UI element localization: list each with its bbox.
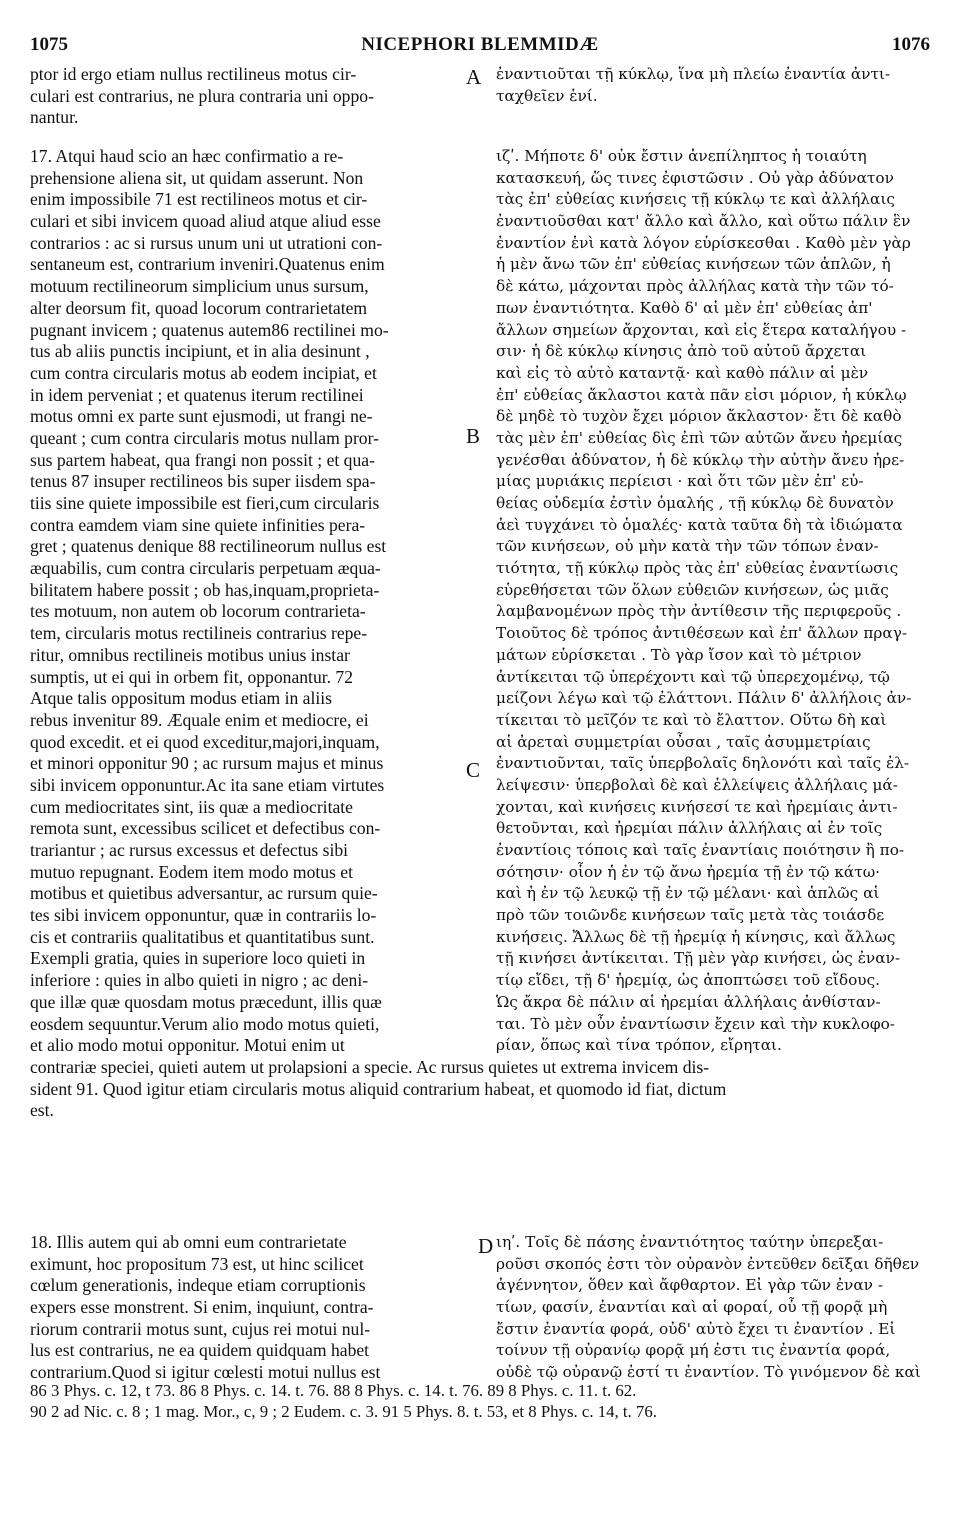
text-line: λαμβανομένων πρὸς τὴν ἀντίθεσιν τῆς περιφεροῦς . [496,602,902,621]
text-line: θείας οὐδεμία ἐστὶν ὁμαλής , τῇ κύκλῳ δὲ δυνατὸν [496,494,894,512]
text-line: nantur. [30,107,79,128]
text-line: tenus 87 insuper rectilineos bis super iisdem spa- [30,471,376,492]
text-line: μείζονι λέγω καὶ τῷ ἐλάττονι. Πάλιν δ' ἀλλήλοις ἀν- [496,689,912,708]
text-line: μάτων εὑρίσκεται . Τὸ γὰρ ἴσον καὶ τὸ μέτριον [496,645,862,664]
text-line: alter deorsum fit, quoad locorum contrarietatem [30,297,368,318]
text-line: χονται, καὶ κινήσεις κινήσεσί τε καὶ ἠρεμίαις ἀντι- [496,797,898,816]
text-line: ἀεὶ τυγχάνει τὸ ὁμαλές· κατὰ ταῦτα δὴ τὰ ἰδιώματα [496,515,903,534]
text-line: et minori opponitur 90 ; ac rursum majus et minus [30,753,384,774]
text-line: bilitatem habere possit ; ob has,inquam,proprieta- [30,579,380,600]
text-line: sentaneum est, contrarium inveniri.Quatenus enim [30,254,385,275]
text-line: σότησιν· οἷον ἡ ἐν τῷ ἄνω ἠρεμία τῇ ἐν τῷ κάτω· [496,862,881,881]
text-line: motus omni ex parte sunt ejusmodi, ut frangi ne- [30,406,373,427]
text-line: est. [30,1100,54,1121]
text-line: μίας μυριάκις περίεισι · καὶ ὅτι τῶν μὲν ἐπ' εὐ- [496,472,864,491]
footnote-line: 86 3 Phys. c. 12, t 73. 86 8 Phys. c. 14. t. 76. 88 8 Phys. c. 14. t. 76. 89 8 Phys. c. 11. t. 62. [30,1381,637,1400]
text-line: τιότητα, τῇ κύκλῳ πρὸς τὰς ἐπ' εὐθείας ἐναντίωσις [496,559,899,578]
text-line: tiis sine quiete impossibile est fieri,cum circularis [30,493,380,513]
text-line: contrariæ speciei, quieti autem ut prolapsioni a specie. Ac rursus quietes ut extrema invicem dis- [30,1057,710,1077]
column-marker-b: B [466,424,481,448]
text-line: prehensione aliena sit, ut quidam asserunt. Non [30,167,364,188]
text-line: lus est contrarius, ne ea quidem quidquam habet [30,1340,370,1361]
text-line: εὑρεθήσεται τῶν ὅλων εὐθειῶν κινήσεων, ὡς μιᾶς [496,580,889,599]
text-line: λείψεσιν· ὑπερβολαὶ δὲ καὶ ἐλλείψεις ἀλλήλαις μά- [496,775,898,794]
text-line: τὰς ἐπ' εὐθείας κινήσεις τῇ κύκλῳ τε καὶ ἀλλήλαις [496,190,895,209]
text-line: Exempli gratia, quies in superiore loco quieti in [30,948,366,969]
text-line: culari et sibi invicem quoad aliud atque aliud esse [30,211,381,232]
text-line: in idem perveniat ; et quatenus iterum rectilinei [30,384,364,405]
text-line: Atque talis oppositum modus etiam in aliis [30,688,333,709]
page-number-left: 1075 [30,34,68,55]
text-line: pugnant invicem ; quatenus autem86 rectilinei mo- [30,319,389,340]
text-line: tes sibi invicem opponuntur, quæ in contrariis lo- [30,905,377,926]
text-line: γενέσθαι ἀδύνατον, ἡ δὲ κύκλῳ τὴν αὐτὴν ἄνευ ἠρε- [496,450,905,469]
text-line: culari est contrarius, ne plura contraria uni oppo- [30,85,374,106]
text-line: ἀγέννητον, ὅθεν καὶ ἄφθαρτον. Εἰ γὰρ τῶν ἐναν - [496,1276,884,1295]
text-line: θετοῦνται, καὶ ἠρεμίαι πάλιν ἀλλήλαις αἱ ἐν τοῖς [496,819,883,838]
text-line: quod excedit. et ei quod exceditur,majori,inquam, [30,731,380,752]
text-line: ται. Τὸ μὲν οὖν ἐναντίωσιν ἔχειν καὶ τὴν κυκλοφο- [496,1014,895,1033]
text-line: τίκειται τὸ μεῖζόν τε καὶ τὸ ἔλαττον. Οὕτω δὴ καὶ [496,710,887,729]
text-line: mutuo repugnant. Eodem item modo motus et [30,861,353,882]
text-line: ιζʹ. Μήποτε δ' οὐκ ἔστιν ἀνεπίληπτος ἡ τοιαύτη [496,147,867,165]
text-line: eosdem sequuntur.Verum alio modo motus quieti, [30,1013,380,1034]
text-line: τοίνυν τῇ οὐρανίῳ φορᾷ μή ἐστι τις ἐναντία φορά, [496,1341,891,1360]
text-line: sus partem habeat, qua frangi non possit ; et qua- [30,449,375,470]
text-line: τίῳ εἴδει, τῇ δ' ἠρεμίᾳ, ὡς ἀποπτώσει τοῦ εἴδους. [496,971,881,990]
text-line: ροῦσι σκοπός ἐστι τὸν οὐρανὸν ἐντεῦθεν δεῖξαι δῆθεν [496,1254,920,1273]
text-line: queant ; cum contra circularis motus nullam pror- [30,427,379,448]
text-line: ἐναντίοις τόποις καὶ ταῖς ἐναντίαις ποιότησιν ἢ πο- [496,841,905,859]
text-line: contrarios : ac si rursus unum uni ut utrationi con- [30,232,383,253]
text-line: ταχθεῖεν ἑνί. [496,86,598,105]
text-line: motuum rectilineorum simplicium unus sursum, [30,276,369,297]
text-line: αἱ ἀρεταὶ συμμετρίαι οὖσαι , ταῖς ἀσυμμετρίαις [496,732,871,751]
latin-section-17 [30,146,466,1057]
full-width-paragraph [30,1057,934,1122]
text-line: sumptis, ut ei qui in orbem fit, opponantur. 72 [30,666,354,687]
text-line: ἡ μὲν ἄνω τῶν ἐπ' εὐθείας κινήσεων τῶν ἁπλῶν, ἡ [496,255,891,274]
text-line: πρὸ τῶν τοιῶνδε κινήσεων ταῖς μετὰ τὰς τοιάσδε [496,906,885,925]
text-line: cum contra circularis motus ab eodem incipiat, et [30,362,377,383]
text-line: δὲ μηδὲ τὸ τυχὸν ἔχει μόριον ἄκλαστον· ἔτι δὲ καθὸ [496,407,902,426]
text-line: motibus et quietibus adversantur, ac rursum quie- [30,883,378,904]
column-marker-d: D [478,1234,494,1258]
text-line: que illæ quæ quosdam motus præcedunt, illis quæ [30,991,382,1012]
text-line: 17. Atqui haud scio an hæc confirmatio a re- [30,146,344,166]
text-line: cis et contrariis qualitatibus et quantitatibus sunt. [30,926,375,947]
text-line: sident 91. Quod igitur etiam circularis motus aliquid contrarium habeat, et quomodo id fiat, dictum [30,1078,727,1099]
text-line: ρίαν, ὅπως καὶ τίνα τρόπον, εἴρηται. [496,1036,782,1055]
page-number-right: 1076 [892,34,930,55]
text-line: ritur, omnibus rectilineis motibus unius instar [30,644,350,665]
footnote-line: 90 2 ad Nic. c. 8 ; 1 mag. Mor., c, 9 ; 2 Eudem. c. 3. 91 5 Phys. 8. t. 53, et 8 Phys. c. 14, t. 76. [30,1402,657,1421]
text-line: cum mediocritates sint, iis quæ a mediocritate [30,796,353,817]
text-line: ἐναντίον ἑνὶ κατὰ λόγον εὑρίσκεσθαι . Καθὸ μὲν γὰρ [496,233,911,252]
text-line: sibi invicem opponuntur.Ac ita sane etiam virtutes [30,774,385,795]
text-line: trariantur ; ac rursus excessus et defectus sibi [30,840,349,860]
text-line: contrarium.Quod si igitur cœlesti motui nullus est [30,1362,381,1383]
text-line: inferiore : quies in albo quieti in nigro ; ac deni- [30,970,369,991]
text-line: rebus invenitur 89. Æquale enim et mediocre, ei [30,709,369,730]
text-line: cœlum generationis, indeque etiam corruptionis [30,1275,366,1296]
text-line: eximunt, hoc propositum 73 est, ut hinc scilicet [30,1253,364,1274]
text-line: æquabilis, cum contra circularis perpetuam æqua- [30,558,381,579]
text-line: ἔστιν ἐναντία φορά, οὐδ' αὐτὸ ἔχει τι ἐναντίον . Εἰ [496,1319,896,1338]
column-marker-a: A [466,65,482,89]
greek-section-17 [496,146,932,1057]
text-line: τῶν κινήσεων, οὐ μὴν κατὰ τὴν τῶν τόπων ἐναν- [496,537,879,556]
text-line: expers esse monstrent. Si enim, inquiunt, contra- [30,1297,374,1318]
text-line: κατασκευή, ὥς τινες ἐφιστῶσιν . Οὐ γὰρ ἀδύνατον [496,168,894,187]
column-marker-c: C [466,758,481,782]
text-line: τὰς μὲν ἐπ' εὐθείας δὶς ἐπὶ τῶν αὐτῶν ἄνευ ἠρεμίας [496,428,903,447]
text-line: contra eamdem viam sine quiete infinities pera- [30,514,366,535]
text-line: οὐδὲ τῷ οὐρανῷ ἐστί τι ἐναντίον. Τὸ γινόμενον δὲ καὶ [496,1363,921,1382]
text-line: τίων, φασίν, ἐναντίαι καὶ αἱ φοραί, οὗ τῇ φορᾷ μὴ [496,1298,888,1317]
text-line: δὲ κάτω, μάχονται πρὸς ἀλλήλας κατὰ τὴν τῶν τό- [496,277,894,296]
text-line: riorum contrarii motus sunt, cujus rei motui nul- [30,1318,371,1339]
text-line: ἄλλων σημείων ἄρχονται, καὶ εἰς ἕτερα καταλήγου - [496,320,907,339]
text-line: τῇ κινήσει ἀντίκειται. Τῇ μὲν γὰρ κινήσει, ὡς ἐναν- [496,949,901,968]
text-line: enim impossibile 71 est rectilineos motus et cir- [30,189,368,210]
text-line: Τοιοῦτος δὲ τρόπος ἀντιθέσεων καὶ ἐπ' ἄλλων πραγ- [496,624,908,643]
text-line: ἐναντιοῦνται, ταῖς ὑπερβολαῖς δηλονότι καὶ ταῖς ἐλ- [496,754,910,773]
text-line: ptor id ergo etiam nullus rectilineus motus cir- [30,64,357,84]
running-title: NICEPHORI BLEMMIDÆ [361,34,599,55]
greek-column-top [496,64,932,107]
text-line: ἀντίκειται τῷ ὑπερέχοντι καὶ τῷ ὑπερεχομένῳ, τῷ [496,667,890,686]
text-line: ἐπ' εὐθείας ἄκλαστοι κατὰ πᾶν εἰσι μόριον, ἡ κύκλῳ [496,385,907,404]
text-line: ιηʹ. Τοῖς δὲ πάσης ἐναντιότητος ταύτην ὑπερεξαι- [496,1233,884,1251]
greek-section-18 [496,1232,932,1384]
text-line: ἐναντιοῦσθαι κατ' ἄλλο καὶ ἄλλο, καὶ οὕτω πάλιν ἓν [496,212,911,231]
text-line: σιν· ἡ δὲ κύκλῳ κίνησις ἀπὸ τοῦ αὐτοῦ ἄρχεται [496,342,867,361]
text-line: πων ἐναντιότητα. Καθὸ δ' αἱ μὲν ἐπ' εὐθείας ἀπ' [496,298,873,317]
text-line: 18. Illis autem qui ab omni eum contrarietate [30,1232,347,1252]
latin-column-top [30,64,466,129]
footnotes [30,1380,934,1422]
text-line: et alio modo motui opponitur. Motui enim ut [30,1035,345,1056]
text-line: καὶ εἰς τὸ αὐτὸ καταντᾷ· καὶ καθὸ πάλιν αἱ μὲν [496,363,869,382]
text-line: κινήσεις. Ἄλλως δὲ τῇ ἠρεμίᾳ ἡ κίνησις, καὶ ἄλλως [496,927,896,946]
text-line: καὶ ἡ ἐν τῷ λευκῷ τῇ ἐν τῷ μέλανι· καὶ ἁπλῶς αἱ [496,884,880,903]
text-line: tem, circularis motus rectilineis contrarius repe- [30,623,368,644]
text-line: ἐναντιοῦται τῇ κύκλῳ, ἵνα μὴ πλείω ἐναντία ἀντι- [496,65,891,83]
page-header [30,34,930,58]
text-line: tes motuum, non autem ob locorum contrarieta- [30,601,366,622]
latin-section-18 [30,1232,470,1384]
text-line: remota sunt, excessibus scilicet et defectibus con- [30,818,381,839]
text-line: Ὡς ἄκρα δὲ πάλιν αἱ ἠρεμίαι ἀλλήλαις ἀνθίσταν- [496,992,881,1011]
text-line: tus ab aliis punctis incipiunt, et in alia desinunt , [30,341,370,362]
text-line: gret ; quatenus denique 88 rectilineorum nullus est [30,536,387,557]
